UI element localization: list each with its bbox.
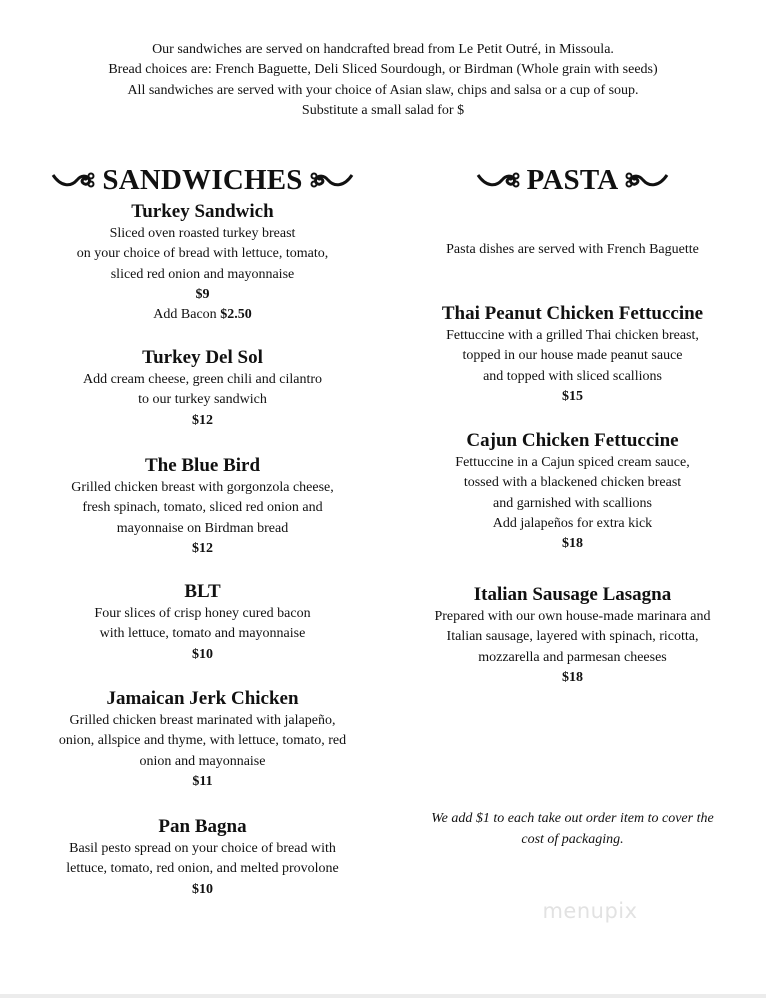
- desc-line: Fettuccine in a Cajun spiced cream sauce,: [455, 455, 690, 470]
- desc-line: topped in our house made peanut sauce: [462, 348, 683, 364]
- intro-text: [0, 40, 766, 121]
- desc-line: Add cream cheese, green chili and cilantro: [82, 372, 323, 387]
- desc-line: with lettuce, tomato and mayonnaise: [99, 626, 306, 642]
- desc-line: onion, allspice and thyme, with lettuce, tomato, red: [58, 733, 347, 749]
- desc-line: Four slices of crisp honey cured bacon: [94, 606, 311, 621]
- flourish-right-icon: [310, 169, 354, 191]
- menu-item: [400, 429, 745, 554]
- page-bottom-edge: [0, 994, 766, 998]
- section-title: SANDWICHES: [102, 163, 303, 196]
- desc-line: Add jalapeños for extra kick: [492, 515, 653, 531]
- item-description: [400, 607, 745, 668]
- item-description: [30, 478, 375, 539]
- note-line: cost of packaging.: [521, 832, 624, 847]
- item-name: Jamaican Jerk Chicken: [106, 688, 299, 709]
- item-name: Pan Bagna: [158, 816, 247, 837]
- item-price: $11: [192, 773, 213, 789]
- menu-item: [30, 580, 375, 665]
- intro-line: Our sandwiches are served on handcrafted bread from Le Petit Outré, in Missoula.: [152, 42, 614, 57]
- desc-line: sliced red onion and mayonnaise: [110, 266, 295, 282]
- section-title: PASTA: [526, 163, 619, 196]
- desc-line: Grilled chicken breast with gorgonzola cheese,: [71, 480, 334, 495]
- desc-line: Prepared with our own house-made marinara and: [434, 609, 711, 624]
- item-price: $18: [562, 536, 583, 552]
- item-price: $10: [192, 881, 213, 897]
- item-description: [400, 326, 745, 387]
- item-price: $10: [192, 646, 213, 662]
- desc-line: to our turkey sandwich: [138, 392, 267, 408]
- item-price: $12: [192, 540, 213, 556]
- desc-line: tossed with a blackened chicken breast: [463, 475, 682, 491]
- item-name: Turkey Sandwich: [131, 201, 274, 222]
- item-name: Italian Sausage Lasagna: [473, 584, 672, 605]
- desc-line: on your choice of bread with lettuce, tomato,: [76, 246, 329, 262]
- desc-line: mozzarella and parmesan cheeses: [478, 649, 667, 665]
- intro-line: Substitute a small salad for $: [301, 102, 465, 118]
- desc-line: Sliced oven roasted turkey breast: [109, 226, 296, 241]
- item-name: The Blue Bird: [144, 455, 261, 476]
- menu-item: [30, 346, 375, 431]
- pasta-note: Pasta dishes are served with French Baguette: [446, 242, 699, 257]
- sandwiches-heading: [30, 160, 375, 200]
- menu-item: [400, 302, 745, 407]
- menu-item: [30, 200, 375, 325]
- menu-item: [30, 815, 375, 900]
- item-name: Thai Peanut Chicken Fettuccine: [441, 303, 704, 324]
- desc-line: Fettuccine with a grilled Thai chicken breast,: [446, 328, 699, 343]
- addon-price: $2.50: [220, 307, 252, 323]
- desc-line: Italian sausage, layered with spinach, ricotta,: [446, 629, 699, 645]
- addon-label: Add Bacon: [153, 307, 221, 323]
- item-price: $15: [562, 388, 583, 404]
- item-description: [30, 604, 375, 645]
- menu-item: [30, 687, 375, 792]
- takeout-note: [400, 808, 745, 850]
- item-price: $9: [195, 286, 210, 302]
- item-name: BLT: [184, 581, 221, 602]
- item-description: [30, 224, 375, 285]
- flourish-left-icon: [51, 169, 95, 191]
- item-price: $12: [192, 412, 213, 428]
- desc-line: lettuce, tomato, red onion, and melted provolone: [66, 861, 339, 877]
- item-addon: [30, 305, 375, 325]
- intro-line: Bread choices are: French Baguette, Deli Sliced Sourdough, or Birdman (Whole grain with seeds): [108, 62, 658, 78]
- intro-line: All sandwiches are served with your choice of Asian slaw, chips and salsa or a cup of soup.: [127, 82, 639, 98]
- flourish-right-icon: [625, 169, 669, 191]
- desc-line: onion and mayonnaise: [139, 753, 266, 769]
- item-name: Cajun Chicken Fettuccine: [466, 430, 679, 451]
- watermark-logo: menupix: [542, 899, 638, 923]
- desc-line: Basil pesto spread on your choice of bread with: [69, 841, 336, 856]
- desc-line: Grilled chicken breast marinated with jalapeño,: [69, 713, 336, 728]
- item-description: [400, 453, 745, 534]
- desc-line: and garnished with scallions: [492, 495, 653, 511]
- item-price: $18: [562, 669, 583, 685]
- note-line: We add $1 to each take out order item to cover the: [431, 811, 714, 826]
- flourish-left-icon: [476, 169, 520, 191]
- desc-line: and topped with sliced scallions: [483, 368, 662, 384]
- pasta-heading: [400, 160, 745, 200]
- menu-item: [400, 583, 745, 688]
- item-description: [30, 839, 375, 880]
- item-description: [30, 370, 375, 411]
- desc-line: mayonnaise on Birdman bread: [116, 520, 289, 536]
- desc-line: fresh spinach, tomato, sliced red onion and: [82, 500, 323, 516]
- menu-item: [30, 454, 375, 559]
- item-name: Turkey Del Sol: [142, 347, 263, 368]
- item-description: [30, 711, 375, 772]
